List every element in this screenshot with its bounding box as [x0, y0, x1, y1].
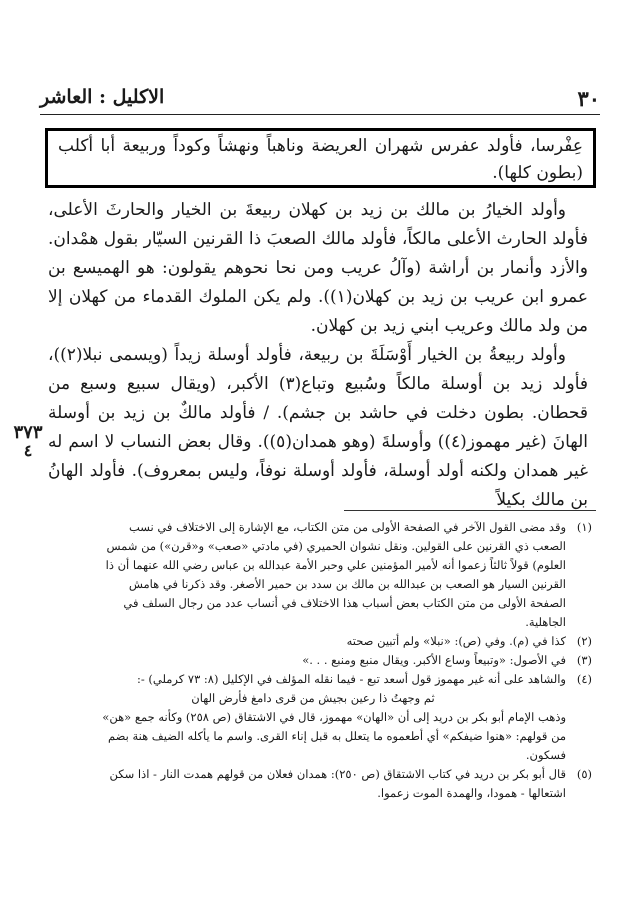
footnote-number: (٤) [576, 672, 592, 686]
highlighted-passage-text: عِفْرسا، فأولد عفرس شهران العريضة وناهباً ونهشاً وكوداً وربيعة أبا أكلب (بطون كلها). [58, 136, 583, 183]
margin-reference-number: ٣٧٣ [13, 422, 43, 443]
footnote-line: الصفحة الأولى من متن الكتاب بعض أسباب هذا الاختلاف في أنساب عدد من رجال السلف في [123, 596, 566, 610]
paragraph-1: وأولد الخيارُ بن مالك بن زيد بن كهلان ربيعةَ بن الخيار والحارثَ الأعلى، فأولد الحارث الأعلى مالكاً، فأولد مالك الصعبَ ذا القرنين السيّار بقول همْدان. والأزد وأنمار بن أراشة (وآلُ عريب ومن نحا نحوهم يقولون: هو الهميسع بن عمرو ابن عريب بن زيد بن كهلان(١)). ولم يكن الملوك القدماء من كهلان إلا من ولد مالك وعريب ابني زيد بن كهلان. [48, 200, 588, 336]
footnote-number: (٢) [576, 634, 592, 648]
footnote-divider [344, 510, 596, 511]
footnote [60, 765, 592, 803]
running-title: الاكليل : العاشر [40, 86, 165, 108]
highlighted-passage [45, 128, 596, 188]
footnotes [60, 518, 592, 803]
footnote-number: (١) [576, 520, 592, 534]
footnote-line: وذهب الإمام أبو بكر بن دريد إلى أن «الهان» مهموز، قال في الاشتقاق (ص ٢٥٨) وكأنه جمع «هن» [102, 710, 566, 724]
footnote-line: الجاهلية. [525, 615, 566, 629]
page-number: ٣٠ [577, 86, 600, 111]
footnote-line: القرنين السيار هو الصعب بن عبدالله بن مالك بن سدد بن حمير الأصغر. وقد ذكرنا في هامش [128, 577, 566, 591]
footnote-number: (٥) [576, 767, 592, 781]
footnote-line: العلوم) قولاً ثالثاً زعموا أنه لأمير المؤمنين علي وحبر الأمة عبدالله بن عباس رضي الله عنهما أن ذا [105, 558, 566, 572]
footnote-line: اشتعالها - همودا، والهمدة الموت زعموا. [377, 786, 566, 800]
footnote-line: في الأصول: «وتبيعاً وساع الأكبر. ويقال منبع ومنبع . . .» [302, 653, 566, 667]
footnote [60, 651, 592, 670]
paragraph-2: وأولد ربيعةُ بن الخيار أَوْسَلَةَ بن ربيعة، فأولد أوسلة زيداً (ويسمى نبلا(٢))، فأولد زيد بن أوسلة مالكاً وسُبيع وتباع(٣) الأكبر، (ويقال سبيع وسبع من قحطان. بطون دخلت في حاشد بن جشم). / فأولد مالكٌ بن زيد بن أوسلة الهانَ (غير مهموز(٤)) وأوسلةَ (وهو همدان(٥)). وقال بعض النساب لا اسم له غير همدان ولكنه أولد أوسلة، فأولد أوسلة نوفاً، وليس بمعروف). فأولد الهانُ بن مالك بكيلاً [48, 345, 589, 510]
footnote-line: والشاهد على أنه غير مهموز قول أسعد تبع - فيما نقله المؤلف في الإكليل (٨: ٧٣ كرملي) -: [136, 672, 566, 686]
margin-reference-sub: ٤ [23, 441, 33, 460]
page-header [40, 86, 600, 115]
main-text [48, 196, 588, 515]
footnote-line: وقد مضى القول الآخر في الصفحة الأولى من متن الكتاب، مع الإشارة إلى الاختلاف في نسب [128, 520, 566, 534]
footnote-verse: ثم وجهتُ ذا رعين بجيش من قرى دامغ فأرض الهان [191, 691, 435, 705]
footnote-line: قال أبو بكر بن دريد في كتاب الاشتقاق (ص ٢٥٠): همدان فعلان من قولهم همدت النار - اذا سكن [109, 767, 566, 781]
footnote-line: كذا في (م). وفي (ص): «نبلا» ولم أتبين صحته [346, 634, 566, 648]
footnote-line: من قولهم: «هنوا ضيفكم» أي أطعموه ما يتعلل به قبل إناء القرى. واسم ما يأكله الضيف هنة بضم [107, 729, 566, 743]
margin-page-reference [8, 424, 48, 460]
footnote [60, 670, 592, 765]
footnote-line: الصعب ذي القرنين على القولين. ونقل نشوان الحميري (في مادتي «صعب» و«قرن») من شمس [106, 539, 566, 553]
footnote [60, 632, 592, 651]
footnote-line: فسكون. [525, 748, 566, 762]
footnote [60, 518, 592, 632]
footnote-number: (٣) [576, 653, 592, 667]
